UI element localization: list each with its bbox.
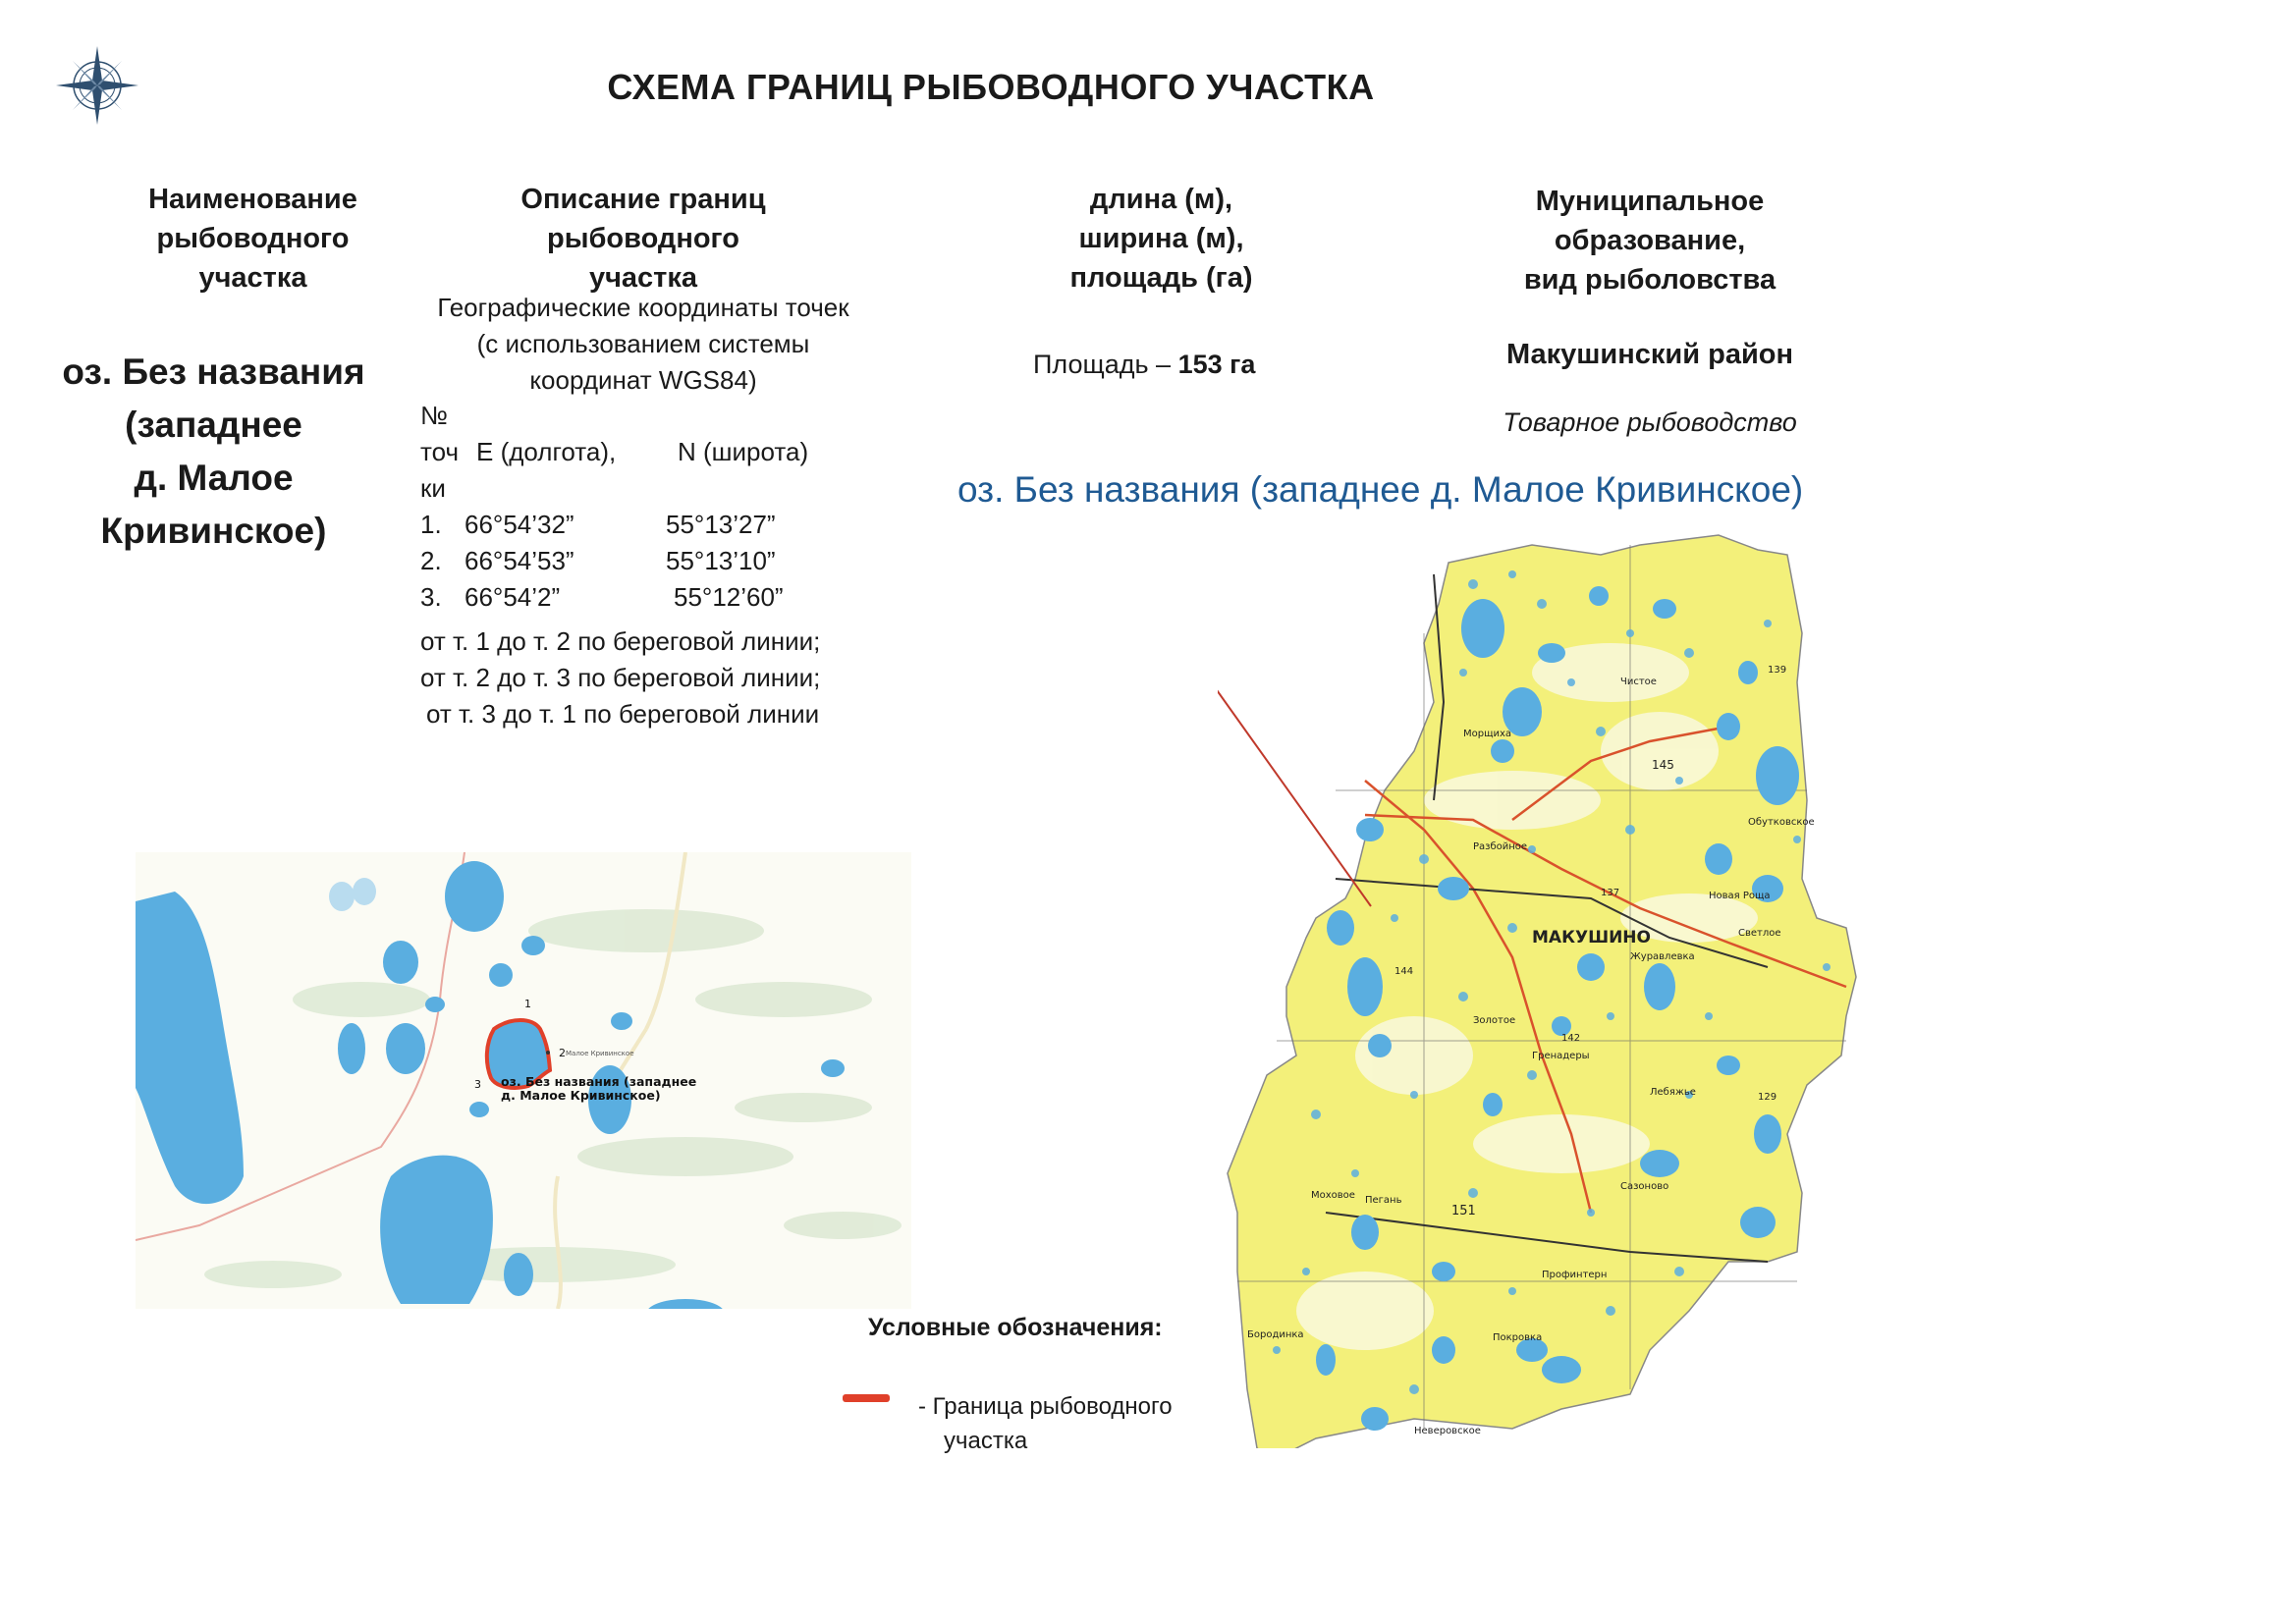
svg-text:129: 129 [1758, 1092, 1777, 1103]
legend-item: - Граница рыбоводного участка [918, 1393, 1173, 1454]
svg-text:2: 2 [559, 1047, 566, 1059]
borders-column-header: Описание границ рыбоводного участка [520, 184, 766, 294]
coordinates-table: № точ E (долгота), N (широта) ки 1. 66°54’32” 55°13’27” 2. 66°54’53” 55°13’10” 3. 66°54’2” 55°12’60” [420, 398, 882, 616]
svg-text:Покровка: Покровка [1493, 1332, 1543, 1343]
svg-text:142: 142 [1561, 1033, 1581, 1044]
overview-map-label: оз. Без названия (западнее д. Малое Кривинское) [957, 469, 1804, 510]
site-name: оз. Без названия (западнее д. Малое Кривинское) [62, 352, 365, 551]
svg-text:137: 137 [1601, 888, 1620, 898]
svg-text:Пегань: Пегань [1365, 1195, 1402, 1206]
table-row: 2. 66°54’53” 55°13’10” [420, 546, 776, 575]
municipality-column-header: Муниципальное образование, вид рыболовства [1523, 186, 1777, 296]
svg-text:Профинтерн: Профинтерн [1542, 1270, 1608, 1280]
detail-map [136, 852, 911, 1309]
svg-text:Новая Роща: Новая Роща [1709, 891, 1771, 901]
boundary-legend-swatch [843, 1394, 890, 1402]
fishing-type: Товарное рыбоводство [1503, 407, 1797, 437]
legend-title: Условные обозначения: [868, 1314, 1163, 1341]
table-row: 1. 66°54’32” 55°13’27” [420, 510, 776, 539]
svg-text:3: 3 [474, 1078, 481, 1091]
coords-intro: Географические координаты точек (с использованием системы координат WGS84) [437, 293, 849, 395]
border-description: от т. 1 до т. 2 по береговой линии; от т. 2 до т. 3 по береговой линии; от т. 3 до т. 1 по береговой линии [420, 626, 821, 729]
svg-text:МАКУШИНО: МАКУШИНО [1532, 928, 1651, 947]
svg-text:Морщиха: Морщиха [1463, 729, 1512, 739]
svg-text:1: 1 [524, 998, 531, 1010]
svg-text:Лебяжье: Лебяжье [1650, 1087, 1696, 1098]
overview-map [1218, 506, 1886, 1448]
svg-text:151: 151 [1451, 1204, 1476, 1218]
svg-text:144: 144 [1394, 966, 1414, 977]
svg-text:Золотое: Золотое [1473, 1015, 1516, 1026]
svg-text:Журавлевка: Журавлевка [1630, 951, 1695, 962]
page-title: СХЕМА ГРАНИЦ РЫБОВОДНОГО УЧАСТКА [607, 67, 1375, 107]
svg-text:Гренадеры: Гренадеры [1532, 1051, 1590, 1061]
svg-text:145: 145 [1652, 758, 1674, 772]
svg-text:Разбойное: Разбойное [1473, 841, 1528, 852]
svg-text:Светлое: Светлое [1738, 928, 1781, 939]
svg-text:оз. Без названия (западнее: оз. Без названия (западнее [501, 1074, 697, 1089]
district-name: Макушинский район [1505, 339, 1794, 370]
area-value: Площадь – 153 га [1033, 350, 1256, 379]
name-column-header: Наименование рыбоводного участка [148, 184, 357, 294]
svg-text:д. Малое Кривинское): д. Малое Кривинское) [501, 1088, 661, 1103]
svg-text:Бородинка: Бородинка [1247, 1329, 1304, 1340]
svg-text:Чистое: Чистое [1620, 677, 1657, 687]
svg-text:139: 139 [1768, 665, 1787, 676]
svg-text:Неверовское: Неверовское [1414, 1426, 1481, 1436]
svg-text:Моховое: Моховое [1311, 1190, 1355, 1201]
table-row: 3. 66°54’2” 55°12’60” [420, 582, 784, 612]
svg-text:Обутковское: Обутковское [1748, 817, 1815, 828]
svg-text:Сазоново: Сазоново [1620, 1181, 1669, 1192]
size-column-header: длина (м), ширина (м), площадь (га) [1069, 184, 1253, 294]
svg-text:Малое Кривинское: Малое Кривинское [566, 1050, 634, 1057]
